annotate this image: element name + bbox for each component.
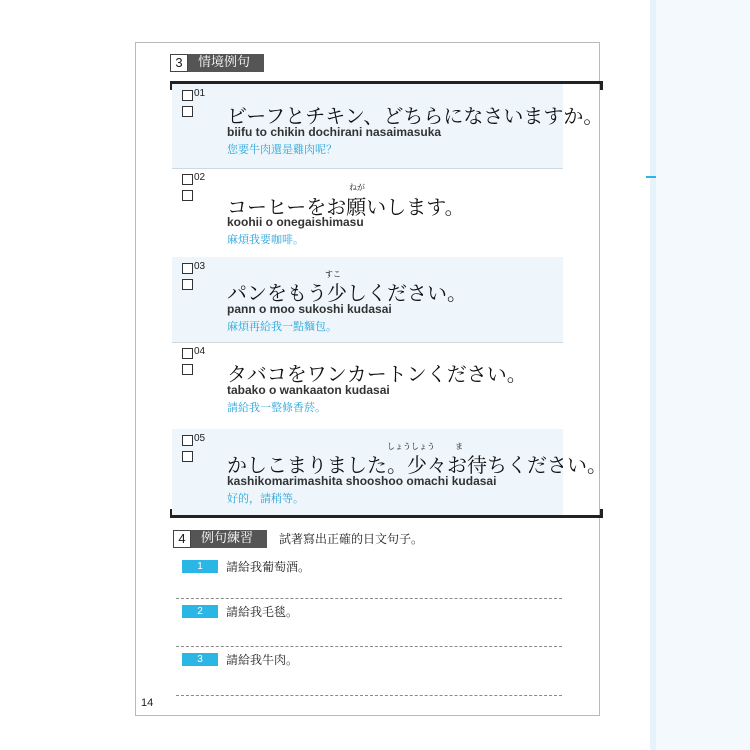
- section-3-header: [170, 54, 264, 72]
- checkbox[interactable]: [182, 174, 193, 185]
- japanese-sentence: タバコをワンカートンください。: [227, 362, 527, 386]
- sentence-row: [172, 168, 563, 258]
- checkbox[interactable]: [182, 451, 193, 462]
- practice-number: 1: [182, 560, 218, 573]
- page-number: 14: [141, 697, 154, 709]
- checkbox[interactable]: [182, 263, 193, 274]
- sentence-number: 04: [194, 346, 206, 357]
- answer-line[interactable]: [176, 646, 562, 647]
- checkbox[interactable]: [182, 190, 193, 201]
- checkbox[interactable]: [182, 279, 193, 290]
- section-4-title: 例句練習: [191, 530, 267, 548]
- section-3-number: 3: [170, 54, 188, 72]
- chinese-translation: 您要牛肉還是雞肉呢？: [227, 143, 337, 156]
- practice-prompt: 請給我牛肉。: [226, 653, 299, 667]
- checkbox[interactable]: [182, 348, 193, 359]
- practice-prompt: 請給我葡萄酒。: [226, 560, 311, 574]
- practice-number: 2: [182, 605, 218, 618]
- chinese-translation: 請給我一整條香菸。: [227, 401, 326, 414]
- chinese-translation: 麻煩再給我一點麵包。: [227, 320, 337, 333]
- romaji: koohii o onegaishimasu: [227, 215, 364, 229]
- answer-line[interactable]: [176, 598, 562, 599]
- romaji: biifu to chikin dochirani nasaimasuka: [227, 125, 442, 139]
- chinese-translation: 好的，請稍等。: [227, 492, 304, 505]
- example-sentences-block: [172, 81, 607, 518]
- chinese-translation: 麻煩我要咖啡。: [227, 233, 304, 246]
- section-4-header: [173, 530, 423, 548]
- section-3-title: 情境例句: [188, 54, 264, 72]
- sentence-row: [172, 257, 563, 343]
- sentence-number: 01: [194, 88, 206, 99]
- page-edge-tick: [646, 176, 656, 178]
- japanese-sentence: かしこまりました。少々お待ちください。: [227, 453, 607, 477]
- answer-line[interactable]: [176, 695, 562, 696]
- furigana: ねが: [349, 183, 365, 192]
- sentence-number: 05: [194, 433, 206, 444]
- furigana: ま: [455, 442, 463, 451]
- page-edge-strip: [650, 0, 750, 750]
- sentence-number: 02: [194, 172, 206, 183]
- romaji: pann o moo sukoshi kudasai: [227, 302, 392, 316]
- japanese-sentence: ビーフとチキン、どちらになさいますか。: [227, 104, 604, 128]
- section-4-number: 4: [173, 530, 191, 548]
- practice-number: 3: [182, 653, 218, 666]
- japanese-sentence: コーヒーをお願いします。: [227, 195, 465, 219]
- sentence-row: [172, 429, 607, 515]
- section-4-instruction: 試著寫出正確的日文句子。: [279, 532, 424, 546]
- furigana: しょうしょう: [387, 442, 435, 451]
- romaji: tabako o wankaaton kudasai: [227, 383, 390, 397]
- checkbox[interactable]: [182, 90, 193, 101]
- textbook-page: [135, 42, 607, 716]
- sentence-row: [172, 342, 563, 430]
- checkbox[interactable]: [182, 435, 193, 446]
- japanese-sentence: パンをもう少しください。: [227, 281, 467, 305]
- checkbox[interactable]: [182, 106, 193, 117]
- romaji: kashikomarimashita shooshoo omachi kudasai: [227, 474, 497, 488]
- sentence-number: 03: [194, 261, 206, 272]
- checkbox[interactable]: [182, 364, 193, 375]
- furigana: すこ: [325, 270, 341, 279]
- practice-prompt: 請給我毛毯。: [226, 605, 299, 619]
- sentence-row: [172, 84, 604, 169]
